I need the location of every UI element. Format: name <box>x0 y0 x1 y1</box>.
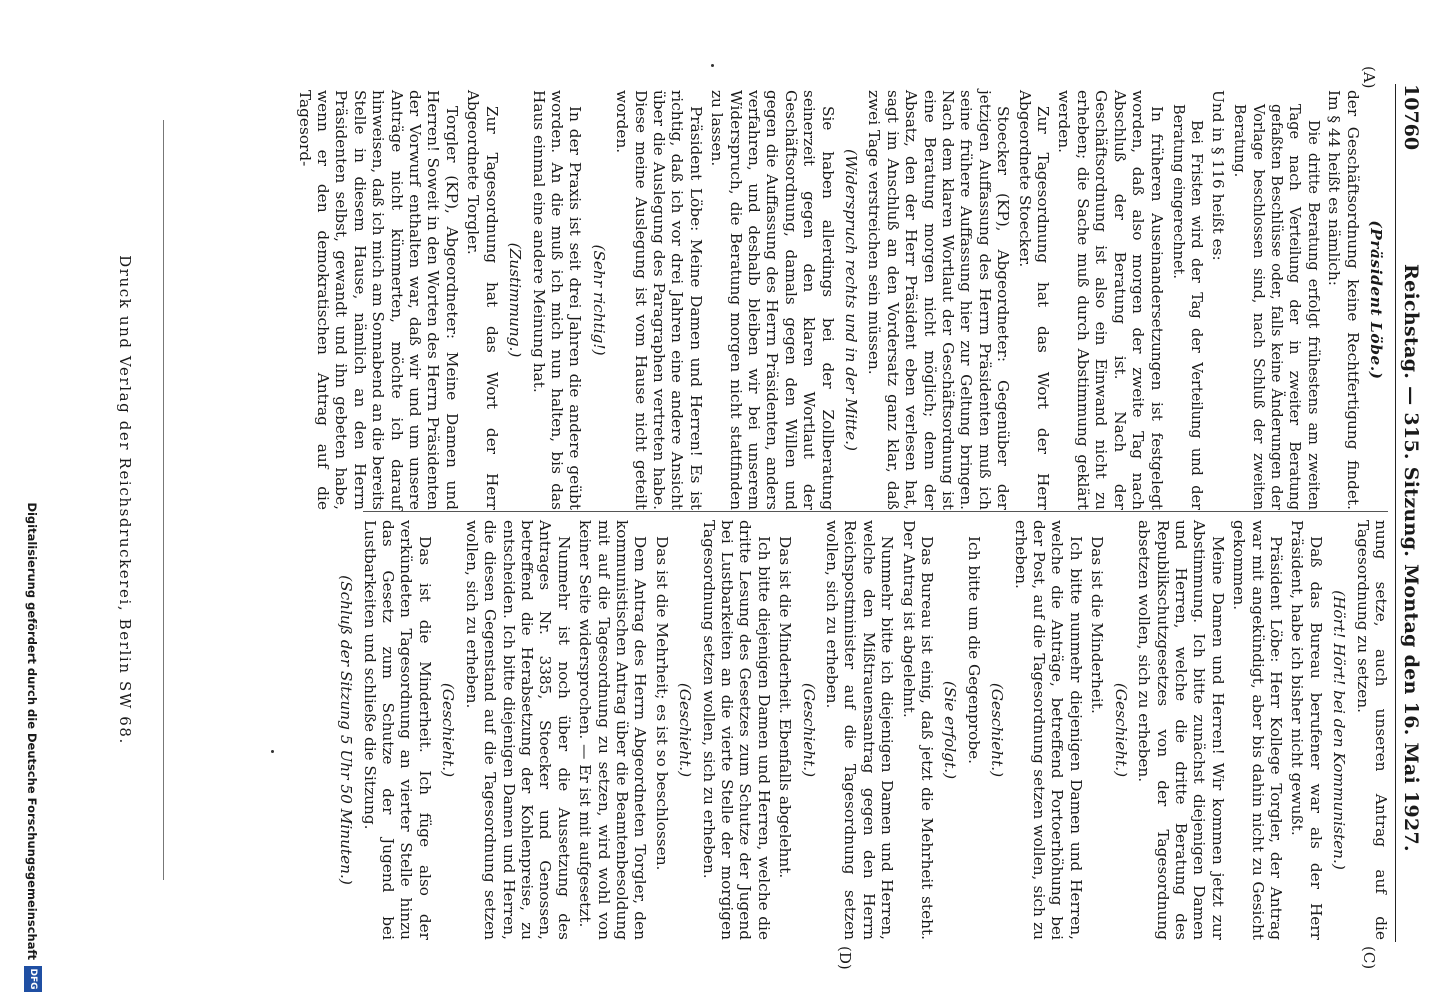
interjection: (Geschieht.) <box>799 682 818 778</box>
scan-speck <box>711 64 714 67</box>
footer-rule <box>163 120 164 880</box>
dfg-logo-icon: DFG <box>24 966 42 992</box>
paragraph: Das ist die Mehrheit; es ist so beschlossen. <box>652 536 671 871</box>
left-text-column <box>295 90 1390 510</box>
paragraph: Das ist die Minderheit. Ebenfalls abgelehnt. <box>776 536 795 879</box>
right-text-column <box>310 520 1390 940</box>
interjection: (Hört! Hört! bei den Kommunisten.) <box>1330 590 1349 870</box>
paragraph: In früheren Auseinandersetzungen ist festgelegt worden, daß also morgen der zweite Tag nach Abschluß der Beratung ist. Nach der Geschäftsordnung ist also ein Einwand nicht zu erheben; die Sache muß durch Abstimmung geklärt werden. <box>1055 90 1166 510</box>
margin-mark-c: (C) <box>1360 946 1378 970</box>
paragraph: nung setze, auch unseren Antrag auf die Tagesordnung zu setzen. <box>1353 520 1390 940</box>
interjection: (Geschieht.) <box>988 682 1007 778</box>
digitization-note: Digitalisierung gefördert durch die Deutsche Forschungsgemeinschaft <box>25 502 39 960</box>
paragraph: Das ist die Minderheit. <box>1088 536 1107 714</box>
speech-paragraph: Stoecker (KP), Abgeordneter: Gegenüber der jetzigen Auffassung des Herrn Präsidenten muß ich seine frühere Auffassung hier zur Geltung bringen. Nach dem klaren Wortlaut der Geschäftsordnung ist eine Beratung morgen nicht möglich; denn der Absatz, den der Herr Präsident eben verlesen hat, sagt im Anschluß an den Vordersatz ganz klar, daß zwei Tage verstreichen sein müssen. <box>865 90 1013 510</box>
margin-mark-a: (A) <box>1360 66 1378 89</box>
quoted-rule: Bei Fristen wird der Tag der Verteilung und der Beratung eingerechnet. <box>1169 104 1205 510</box>
paragraph: Ich bitte diejenigen Damen und Herren, welche die dritte Lesung des Gesetzes zum Schutze der Jugend bei Lustbarkeiten an die vierte Stelle der morgigen Tagesordnung setzen wollen, sich zu erheben. <box>699 520 773 940</box>
quoted-rule: Die dritte Beratung erfolgt frühestens am zweiten Tage nach Verteilung der in zweiter Beratung gefaßten Beschlüsse oder, falls keine Änderungen der Vorlage beschlossen sind, nach Schluß der zweiten Beratung. <box>1231 104 1321 510</box>
paragraph: Nunmehr ist noch über die Aussetzung des Antrages Nr. 3385, Stoecker und Genossen, betreffend die Herabsetzung der Kohlenpreise, zu entscheiden. Ich bitte diejenigen Damen und Herren, die diesen Gegenstand auf die Tagesordnung setzen wollen, sich zu erheben. <box>462 520 573 940</box>
paragraph: Und in § 116 heißt es: <box>1208 90 1227 261</box>
margin-mark-d: (D) <box>836 946 854 970</box>
paragraph: Daß das Bureau berufener war als der Herr Präsident, habe ich bisher nicht gewußt. <box>1288 520 1325 940</box>
scan-speck <box>271 750 274 753</box>
paragraph: Dem Antrag des Herrn Abgeordneten Torgler, den kommunistischen Antrag über die Beamtenbesoldung mit auf die Tagesordnung zu setzen, wird wohl von keiner Seite widersprochen. — Er ist mit aufgesetzt. <box>576 520 650 940</box>
interjection: (Widerspruch rechts und in der Mitte.) <box>842 149 861 451</box>
paragraph: Zur Tagesordnung hat das Wort der Herr Abgeordnete Stoecker. <box>1015 90 1053 510</box>
session-close-note: (Schluß der Sitzung 5 Uhr 50 Minuten.) <box>337 575 356 885</box>
paragraph: der Geschäftsordnung keine Rechtfertigung findet. Im § 44 heißt es nämlich: <box>1325 90 1362 510</box>
interjection: (Geschieht.) <box>439 682 458 778</box>
paragraph: Nunmehr bitte ich diejenigen Damen und Herren, welche den Mißtrauensantrag gegen den Herrn Reichspostminister auf die Tagesordnung setzen wollen, sich zu erheben. <box>823 520 897 940</box>
interjection: (Zustimmung.) <box>506 242 525 358</box>
paragraph: Das Bureau ist einig, daß jetzt die Mehrheit steht. Der Antrag ist abgelehnt. <box>899 520 937 940</box>
page-header <box>1395 84 1422 942</box>
speech-paragraph: Präsident Löbe: Meine Damen und Herren! Es ist richtig, daß ich vor drei Jahren eine andere Ansicht über die Auslegung des Paragraphen vertreten habe. Diese meine Auslegung ist vom Hause nicht geteilt worden. <box>613 90 705 510</box>
interjection: (Geschieht.) <box>1111 682 1130 778</box>
interjection: (Sehr richtig!) <box>589 244 608 356</box>
paragraph: Meine Damen und Herren! Wir kommen jetzt zur Abstimmung. Ich bitte zunächst diejenigen Damen und Herren, welche die dritte Beratung des Republikschutzgesetzes von der Tagesordnung absetzen wollen, sich zu erheben. <box>1135 520 1227 940</box>
column-divider <box>363 511 1388 512</box>
interjection: (Sie erfolgt.) <box>941 680 960 780</box>
paragraph: In der Praxis ist seit drei Jahren die andere geübt worden. An die muß ich mich nun halten, bis das Haus einmal eine andere Meinung hat. <box>529 90 585 510</box>
session-title: Reichstag. — 315. Sitzung. Montag den 16. Mai 1927. <box>1400 264 1422 852</box>
paragraph: Ich bitte nunmehr diejenigen Damen und Herren, welche die Anträge, betreffend Portoerhöhung bei der Post, auf die Tagesordnung setzen wollen, sich zu erheben. <box>1011 520 1085 940</box>
page-number: 10760 <box>1400 84 1422 151</box>
printer-imprint: Druck und Verlag der Reichsdruckerei, Berlin SW 68. <box>116 255 134 745</box>
speaker-heading: (Präsident Löbe.) <box>1367 220 1385 380</box>
interjection: (Geschieht.) <box>676 682 695 778</box>
paragraph: Ich bitte um die Gegenprobe. <box>964 536 983 765</box>
speech-paragraph: Sie haben allerdings bei der Zollberatung seinerzeit gegen den klaren Wortlaut der Geschäftsordnung, damals gegen den Willen und gegen die Auffassung des Herrn Präsidenten, anders verfahren, und deshalb bleiben wir bei unserem Widerspruch, die Beratung morgen nicht stattfinden zu lassen. <box>708 90 837 510</box>
paragraph: Das ist die Minderheit. Ich füge also der verkündeten Tagesordnung an vierter Stelle hinzu das Gesetz zum Schutze der Jugend bei Lustbarkeiten und schließe die Sitzung. <box>360 520 434 940</box>
speech-paragraph: Präsident Löbe: Herr Kollege Torgler, der Antrag war mit angekündigt, aber bis dahin nicht zu Gesicht gekommen. <box>1230 520 1285 940</box>
speech-paragraph: Torgler (KP), Abgeordneter: Meine Damen und Herren! Soweit in den Worten des Herrn Präsidenten der Vorwurf enthalten war, daß wir und um unsere Anträge nicht kümmerten, möchte ich darauf hinweisen, daß ich mich am Sonnabend an die bereits Stelle in diesem Hause, nämlich an den Herrn Präsidenten selbst, gewandt und ihn gebeten habe, wenn er den demokratischen Antrag auf die Tagesord- <box>295 90 461 510</box>
paragraph: Zur Tagesordnung hat das Wort der Herr Abgeordnete Torgler. <box>464 90 501 510</box>
